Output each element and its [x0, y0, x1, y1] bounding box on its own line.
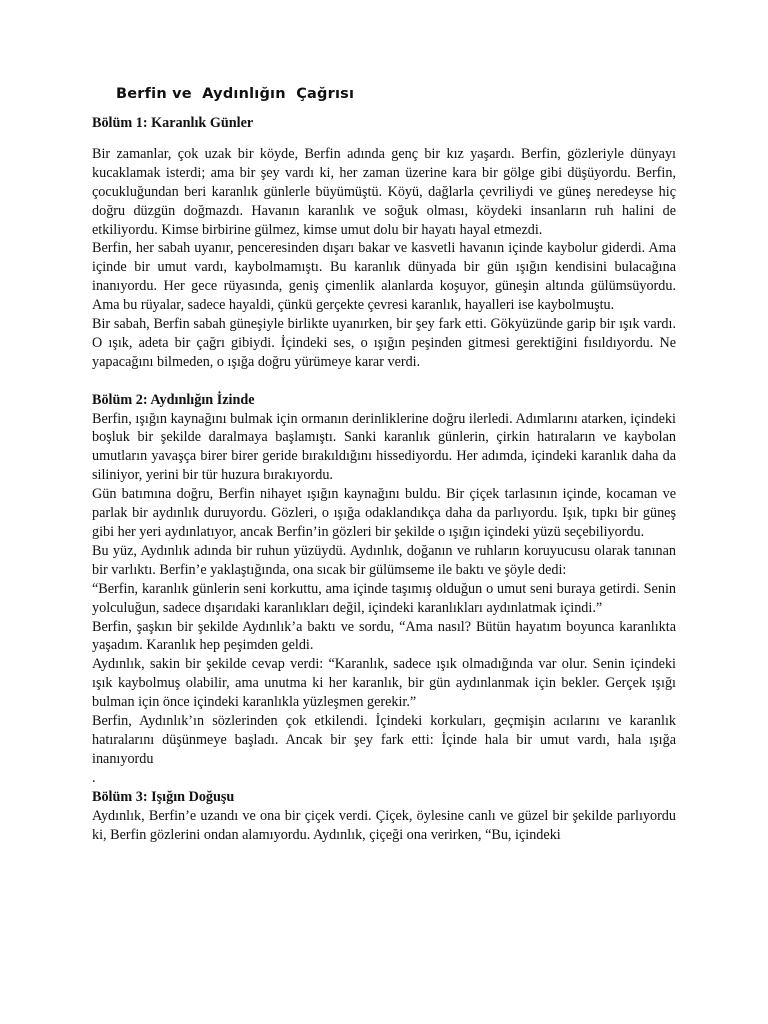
section-heading: Bölüm 3: Işığın Doğuşu — [92, 788, 235, 805]
section-heading: Bölüm 2: Aydınlığın İzinde — [92, 391, 255, 408]
paragraph: Aydınlık, Berfin’e uzandı ve ona bir çiçek verdi. Çiçek, öylesine canlı ve güzel bir şekilde parlıyordu ki, Berfin gözlerini ondan alamıyordu. Aydınlık, çiçeği ona verirken, “Bu, içindeki — [92, 807, 676, 843]
paragraph: Bir sabah, Berfin sabah güneşiyle birlikte uyanırken, bir şey fark etti. Gökyüzünde garip bir ışık vardı. O ışık, adeta bir çağrı gibiydi. İçindeki ses, o ışığın peşinden gitmesi gerektiğini fısıldıyordu. Ne yapacağını bilmeden, o ışığa doğru yürümeye karar verdi. — [92, 316, 676, 370]
paragraph: “Berfin, karanlık günlerin seni korkuttu, ama içinde taşımış olduğun o umut seni buraya getirdi. Senin yolculuğun, sadece dışarıdaki karanlıkları değil, içindeki karanlıkları aydınlatmak içindi.” — [92, 580, 676, 616]
stray-period: . — [92, 769, 96, 786]
paragraph: Gün batımına doğru, Berfin nihayet ışığın kaynağını buldu. Bir çiçek tarlasının içinde, kocaman ve parlak bir aydınlık duruyordu. Gözleri, o ışığa odaklandıkça daha da parlıyordu. Işık, tıpkı bir güneş gibi her yeri aydınlatıyor, ancak Berfin’in gözleri bir şekilde o ışığın içindeki yüzü seçebiliyordu. — [92, 486, 676, 541]
paragraph: Bir zamanlar, çok uzak bir köyde, Berfin adında genç bir kız yaşardı. Berfin, gözleriyle dünyayı kucaklamak isterdi; ama bir şey vardı ki, her zaman üzerine kara bir gölge gibi düşüyordu. Berfin, çocukluğundan beri karanlık günlerle büyümüştü. Köyü, dağlarla çevriliydi ve güneş neredeyse hiç doğru düzgün doğmazdı. Havanın karanlık ve soğuk olması, köydeki insanların ruh halini de etkiliyordu. Kimse birbirine gülmez, kimse umut dolu bir hayatı hayal etmezdi. — [92, 145, 676, 238]
paragraph: Aydınlık, sakin bir şekilde cevap verdi: “Karanlık, sadece ışık olmadığında var olur. Senin içindeki ışık kaybolmuş olabilir, ama unutma ki her karanlık, bir gün aydınlanmak için bekler. Gerçek ışığı bulman için önce içindeki karanlıkla yüzleşmen gerekir.” — [92, 656, 676, 711]
paragraph: Bu yüz, Aydınlık adında bir ruhun yüzüydü. Aydınlık, doğanın ve ruhların koruyucusu olarak tanınan bir varlıktı. Berfin’e yaklaştığında, ona sıcak bir gülümseme ile baktı ve şöyle dedi: — [92, 542, 676, 578]
section-2 — [92, 391, 676, 788]
section-3 — [92, 788, 676, 845]
section-1 — [92, 114, 676, 372]
paragraph: Berfin, şaşkın bir şekilde Aydınlık’a baktı ve sordu, “Ama nasıl? Bütün hayatım boyunca karanlıkta yaşadım. Karanlık hep peşimden geldi. — [92, 618, 676, 654]
section-heading: Bölüm 1: Karanlık Günler — [92, 115, 254, 131]
document-title: Berfin ve Aydınlığın Çağrısı — [116, 86, 355, 102]
paragraph: Berfin, ışığın kaynağını bulmak için ormanın derinliklerine doğru ilerledi. Adımlarını atarken, içindeki boşluk bir şekilde daralmaya başlamıştı. Sanki karanlık günlerin, çirkin hatıraların ve kaybolan umutların yavaşça birer birer geride bırakıldığını hissediyordu. Her adımda, içindeki karanlık daha da siliniyor, yerini bir tür huzura bırakıyordu. — [92, 410, 676, 484]
paragraph: Berfin, Aydınlık’ın sözlerinden çok etkilendi. İçindeki korkuları, geçmişin acılarını ve karanlık hatıralarını düşünmeye başladı. Ancak bir şey fark etti: İçinde hala bir umut vardı, hala ışığa inanıyordu — [92, 713, 676, 767]
document-body — [92, 114, 676, 844]
blank-line — [92, 372, 676, 391]
paragraph: Berfin, her sabah uyanır, penceresinden dışarı bakar ve kasvetli havanın içinde kaybolur giderdi. Ama içinde bir umut vardı, kaybolmamıştı. Bu karanlık dünyada bir gün ışığın kendisini bulacağına inanıyordu. Her gece rüyasında, geniş çimenlik alanlarda koşuyor, güneşin altında gülümsüyordu. Ama bu rüyalar, sadece hayaldi, çünkü gerçekte çevresi karanlık, hayalleri ise kaybolmuştu. — [92, 240, 676, 314]
